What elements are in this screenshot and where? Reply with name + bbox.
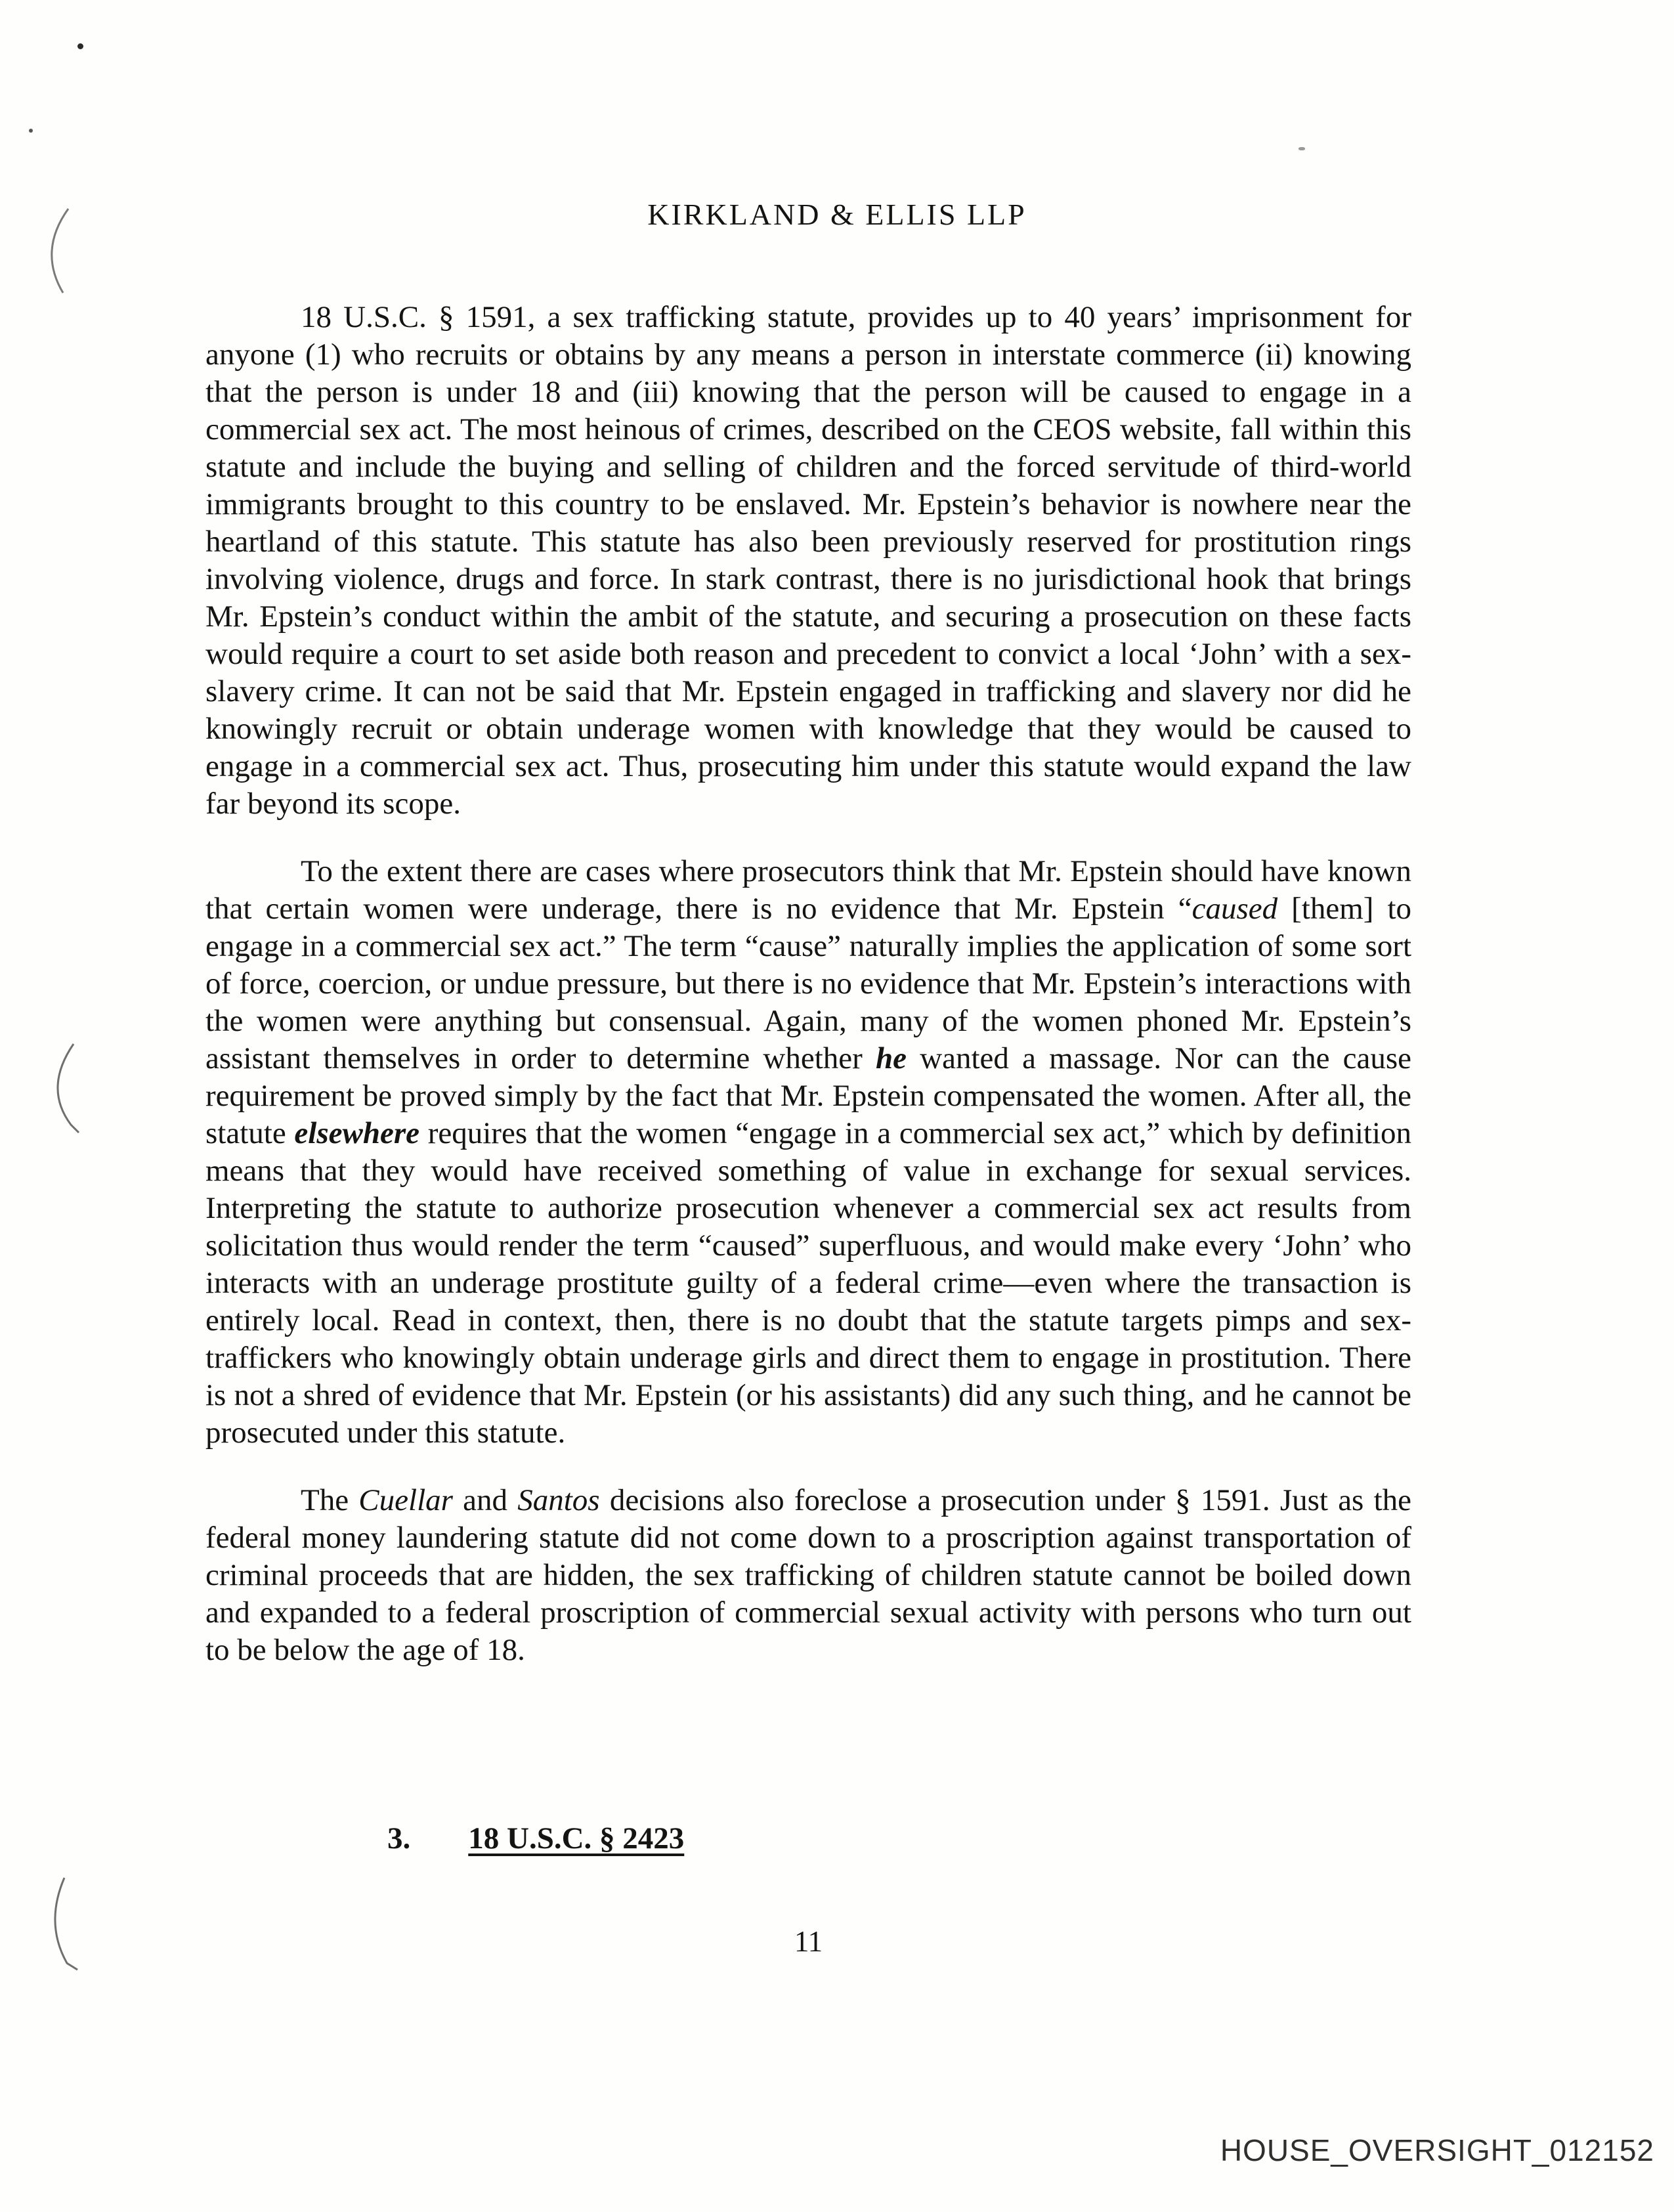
paragraph-text: To the extent there are cases where prosecutors think that Mr. Epstein should have known that certain women were underage, there is no evidence that Mr. Epstein “	[205, 854, 1411, 926]
firm-name-header: KIRKLAND & ELLIS LLP	[647, 198, 1027, 231]
document-body	[205, 299, 1411, 1961]
paragraph-text: [them] to engage in a commercial sex act.” The term “cause” naturally implies the application of some sort of force, coercion, or undue pressure, but there is no evidence that Mr. Epstein’s interactions with the women were anything but consensual. Again, many of the women phoned Mr. Epstein’s assistant themselves in order to determine whether	[205, 892, 1411, 1075]
paragraph-text-bold-italic: he	[876, 1041, 907, 1075]
paragraph-statute-1591	[205, 299, 1411, 823]
section-heading	[205, 1820, 1411, 1857]
paragraph-cuellar-santos	[205, 1482, 1411, 1669]
scan-speck	[1298, 147, 1305, 150]
scan-artifact-curve	[41, 1041, 87, 1136]
paragraph-caused-analysis	[205, 853, 1411, 1452]
paragraph-text: 18 U.S.C. § 1591, a sex trafficking statute, provides up to 40 years’ imprisonment for anyone (1) who recruits or obtains by any means a person in interstate commerce (ii) knowing that the person is under 18 and (iii) knowing that the person will be caused to engage in a commercial sex act. The most heinous of crimes, described on the CEOS website, fall within this statute and include the buying and selling of children and the forced servitude of third-world immigrants brought to this country to be enslaved. Mr. Epstein’s behavior is nowhere near the heartland of this statute. This statute has also been previously reserved for prostitution rings involving violence, drugs and force. In stark contrast, there is no jurisdictional hook that brings Mr. Epstein’s conduct within the ambit of the statute, and securing a prosecution on these facts would require a court to set aside both reason and precedent to convict a local ‘John’ with a sex-slavery crime. It can not be said that Mr. Epstein engaged in trafficking and slavery nor did he knowingly recruit or obtain underage women with knowledge that they would be caused to engage in a commercial sex act. Thus, prosecuting him under this statute would expand the law far beyond its scope.	[205, 300, 1411, 821]
case-name-italic: Cuellar	[358, 1483, 453, 1517]
scan-speck	[29, 129, 33, 133]
paragraph-text: The	[301, 1483, 359, 1517]
scan-speck	[77, 43, 83, 49]
paragraph-text: and	[452, 1483, 518, 1517]
paragraph-text: decisions also foreclose a prosecution under § 1591. Just as the federal money laundering statute did not come down to a proscription against transportation of criminal proceeds that are hidden, the sex trafficking of children statute cannot be boiled down and expanded to a federal proscription of commercial sexual activity with persons who turn out to be below the age of 18.	[205, 1483, 1411, 1667]
paragraph-text-italic: caused	[1191, 892, 1278, 926]
paragraph-text: requires that the women “engage in a commercial sex act,” which by definition means that they would have received something of value in exchange for sexual services. Interpreting the statute to authorize prosecution whenever a commercial sex act results from solicitation thus would render the term “caused” superfluous, and would make every ‘John’ who interacts with an underage prostitute guilty of a federal crime—even where the transaction is entirely local. Read in context, then, there is no doubt that the statute targets pimps and sex-traffickers who knowingly obtain underage girls and direct them to engage in prostitution. There is not a shred of evidence that Mr. Epstein (or his assistants) did any such thing, and he cannot be prosecuted under this statute.	[205, 1116, 1411, 1450]
paragraph-text: wanted a massage. Nor can the cause requirement be proved simply by the fact that Mr. Epstein compensated the women. After all, the statute	[205, 1041, 1411, 1150]
section-number: 3.	[387, 1821, 411, 1855]
scan-artifact-curve	[34, 205, 80, 297]
page-number: 11	[794, 1925, 823, 1958]
section-title: 18 U.S.C. § 2423	[468, 1821, 685, 1855]
paragraph-text-bold-italic: elsewhere	[294, 1116, 419, 1150]
case-name-italic: Santos	[517, 1483, 600, 1517]
bates-stamp: HOUSE_OVERSIGHT_012152	[1220, 2133, 1654, 2167]
scan-artifact-curve	[38, 1875, 84, 1973]
